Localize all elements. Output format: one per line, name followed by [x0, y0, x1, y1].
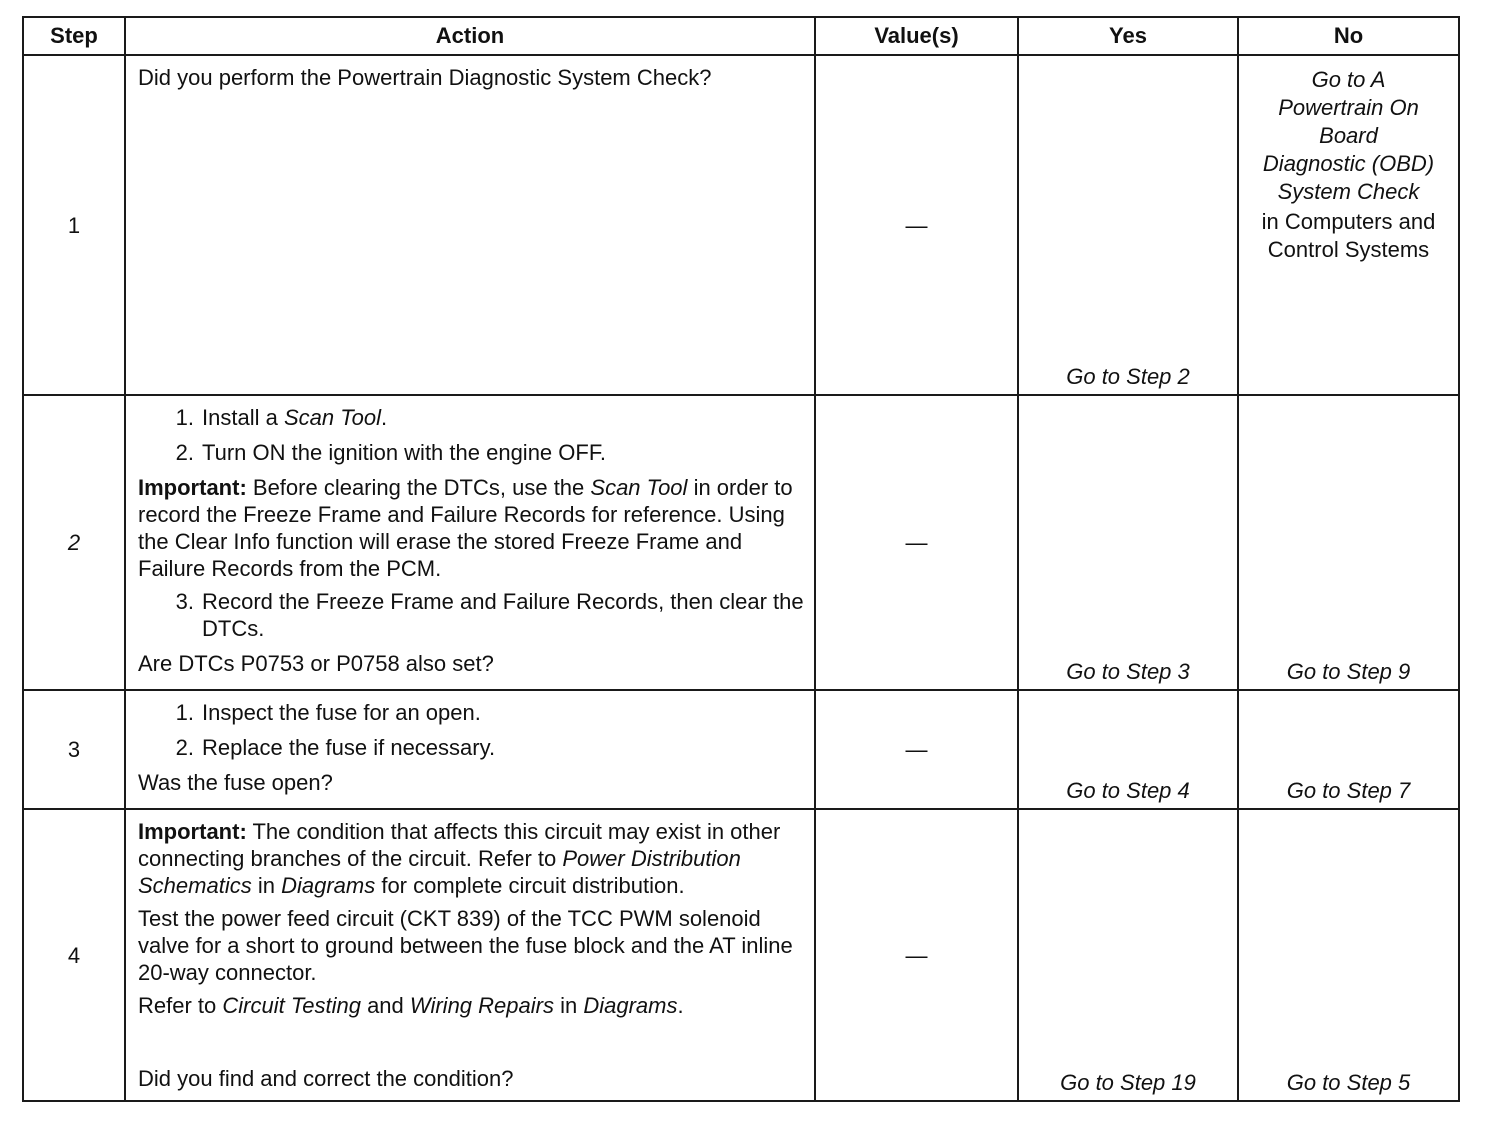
list-text: Record the Freeze Frame and Failure Records, then clear the DTCs.: [202, 589, 804, 641]
value-cell: —: [815, 809, 1018, 1101]
list-number: 2.: [175, 735, 194, 760]
step-number: 3: [23, 690, 125, 809]
list-text: Replace the fuse if necessary.: [202, 735, 496, 760]
action-cell: [125, 690, 815, 809]
steps-list: [138, 699, 804, 761]
refer-mid: in: [553, 993, 584, 1018]
value-cell: —: [815, 690, 1018, 809]
refer-post: .: [677, 993, 684, 1018]
list-text: Inspect the fuse for an open.: [202, 700, 481, 725]
steps-list: [138, 404, 804, 466]
header-values: Value(s): [815, 17, 1018, 55]
action-cell: [125, 809, 815, 1101]
yes-cell: [1018, 55, 1238, 395]
no-ref-line-4: Diagnostic (OBD): [1262, 151, 1435, 176]
no-ref-line-3: Board: [1319, 123, 1378, 148]
diagnostic-table: [22, 16, 1460, 1102]
yes-cell: [1018, 395, 1238, 690]
important-em: Scan Tool: [590, 475, 688, 500]
header-yes: Yes: [1018, 17, 1238, 55]
important-post: for complete circuit distribution.: [375, 873, 685, 898]
list-item: [138, 734, 804, 761]
no-ref-line-2: Powertrain On: [1278, 95, 1419, 120]
important-mid: in: [251, 873, 282, 898]
list-item: [138, 699, 804, 726]
important-note: [138, 474, 804, 582]
no-cell: [1238, 809, 1459, 1101]
obd-check-reference: [1239, 66, 1458, 206]
test-instruction: Test the power feed circuit (CKT 839) of the TCC PWM solenoid valve for a short to ground between the fuse block and the AT inline 20-way connector.: [138, 906, 793, 985]
yes-cell: [1018, 690, 1238, 809]
table-row: [23, 809, 1459, 1101]
list-item: [138, 439, 804, 466]
table-row: [23, 395, 1459, 690]
important-post: in order to record the Freeze Frame and Failure Records for reference. Using the Clear Info function will erase the stored Freeze Frame and Failure Records from the PCM.: [138, 475, 793, 581]
refer-em: Wiring Repairs: [409, 993, 554, 1018]
no-ref-line-5: System Check: [1277, 179, 1420, 204]
go-to-step-link: Go to Step 5: [1286, 1070, 1411, 1095]
question-text: Are DTCs P0753 or P0758 also set?: [138, 651, 494, 676]
header-action: Action: [125, 17, 815, 55]
refer-em: Diagrams: [583, 993, 678, 1018]
refer-mid: and: [360, 993, 410, 1018]
go-to-step-link: Go to Step 9: [1286, 659, 1411, 684]
go-to-step-link: Go to Step 3: [1066, 659, 1190, 684]
value-cell: —: [815, 55, 1018, 395]
list-item: [138, 588, 804, 642]
important-pre: Before clearing the DTCs, use the: [252, 475, 591, 500]
no-ref-line-1: Go to A: [1311, 67, 1386, 92]
no-cell: [1238, 395, 1459, 690]
list-text: Turn ON the ignition with the engine OFF.: [202, 440, 606, 465]
list-item: [138, 404, 804, 431]
action-cell: [125, 395, 815, 690]
header-no: No: [1238, 17, 1459, 55]
important-label: Important:: [138, 475, 247, 500]
no-plain-text: in Computers and Control Systems: [1261, 209, 1436, 262]
text-em: Scan Tool: [283, 405, 381, 430]
go-to-step-link: Go to Step 4: [1066, 778, 1190, 803]
refer-instruction: [138, 992, 804, 1019]
important-em: Power Distribution Schematics: [138, 846, 741, 898]
go-to-step-link: Go to Step 2: [1066, 364, 1190, 389]
no-cell: [1238, 690, 1459, 809]
question-text: Did you find and correct the condition?: [138, 1066, 514, 1091]
important-label: Important:: [138, 819, 247, 844]
text-post: .: [380, 405, 388, 430]
step-number: 2: [23, 395, 125, 690]
refer-em: Circuit Testing: [222, 993, 361, 1018]
list-number: 3.: [175, 589, 194, 614]
action-cell: [125, 55, 815, 395]
step-number: 1: [23, 55, 125, 395]
table-row: [23, 690, 1459, 809]
list-number: 1.: [175, 405, 194, 430]
important-pre: The condition that affects this circuit may exist in other connecting branches of the circuit. Refer to: [138, 819, 781, 871]
yes-cell: [1018, 809, 1238, 1101]
step-number: 4: [23, 809, 125, 1101]
header-row: [23, 17, 1459, 55]
list-number: 2.: [175, 440, 194, 465]
list-text: [202, 404, 804, 431]
action-text: Did you perform the Powertrain Diagnostic System Check?: [138, 65, 712, 90]
header-step: Step: [23, 17, 125, 55]
question-text: Was the fuse open?: [138, 770, 333, 795]
text-pre: Install a: [202, 405, 284, 430]
important-note: [138, 818, 804, 899]
list-number: 1.: [175, 700, 194, 725]
table-row: [23, 55, 1459, 395]
refer-pre: Refer to: [138, 993, 223, 1018]
value-cell: —: [815, 395, 1018, 690]
important-em: Diagrams: [281, 873, 376, 898]
steps-list: [138, 588, 804, 642]
go-to-step-link: Go to Step 19: [1060, 1070, 1196, 1095]
go-to-step-link: Go to Step 7: [1286, 778, 1411, 803]
no-cell: [1238, 55, 1459, 395]
